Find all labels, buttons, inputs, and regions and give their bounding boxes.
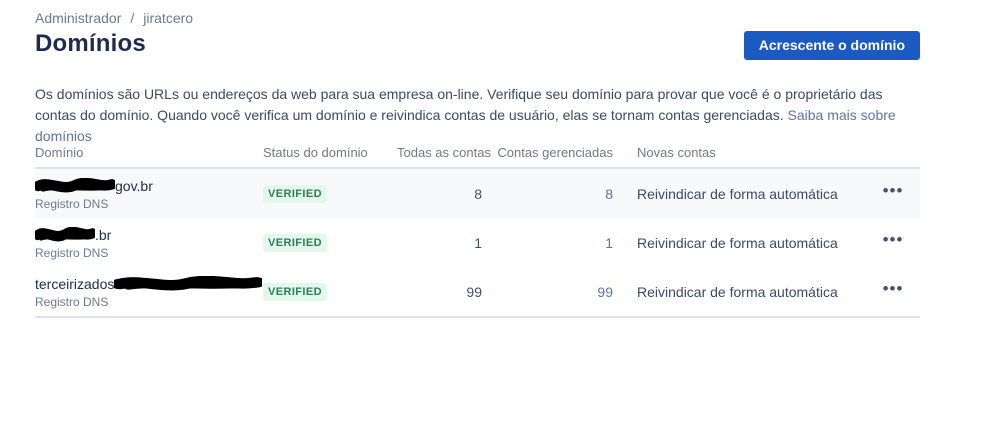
column-header-domain-status: Status do domínio [263,145,368,160]
all-accounts-count: 99 [466,283,482,300]
domain-name-text: terceirizados [35,275,115,292]
all-accounts-count: 8 [474,185,482,202]
managed-accounts-link[interactable]: 99 [597,283,613,300]
redaction-scribble [35,178,115,194]
domain-registration-type: Registro DNS [35,246,109,260]
new-accounts-policy: Reivindicar de forma automática [637,283,838,300]
status-badge: VERIFIED [263,234,327,252]
managed-accounts-cell [482,284,613,300]
domain-registration-type: Registro DNS [35,295,109,309]
managed-accounts-cell [482,186,613,202]
redaction-scribble [35,227,95,243]
domain-name-text: gov.br [115,177,153,194]
breadcrumb-item-administrator[interactable]: Administrador [35,10,122,26]
domain-name [35,177,263,194]
table-row [35,267,920,316]
table-header-row [35,145,920,169]
status-cell [263,282,397,301]
page-title: Domínios [35,30,146,57]
domain-name-text: .br [95,226,112,243]
managed-accounts-link[interactable]: 1 [605,234,613,251]
status-cell [263,184,397,203]
breadcrumb [35,10,193,26]
column-header-all-accounts: Todas as contas [397,145,491,160]
actions-cell [870,181,920,207]
more-actions-icon[interactable]: ••• [870,181,920,207]
all-accounts-count: 1 [474,234,482,251]
status-badge: VERIFIED [263,283,327,301]
status-cell [263,233,397,252]
domain-cell [35,177,263,210]
domain-name [35,226,263,243]
actions-cell [870,279,920,305]
new-accounts-policy: Reivindicar de forma automática [637,185,838,202]
column-header-domain: Domínio [35,145,84,160]
redaction-scribble [114,276,262,292]
managed-accounts-cell [482,235,613,251]
domain-name [35,275,263,292]
managed-accounts-link[interactable]: 8 [605,185,613,202]
domain-cell [35,275,263,308]
table-body [35,169,920,318]
more-actions-icon[interactable]: ••• [870,279,920,305]
table-row [35,218,920,267]
domain-registration-type: Registro DNS [35,197,109,211]
column-header-new-accounts: Novas contas [637,145,716,160]
column-header-managed-accounts: Contas gerenciadas [497,145,613,160]
breadcrumb-item-site[interactable]: jiratcero [143,10,194,26]
page-description [35,84,917,147]
status-badge: VERIFIED [263,185,327,203]
description-text: Os domínios são URLs ou endereços da web para sua empresa on-line. Verifique seu domínio para provar que você é o proprietário das contas do domínio. Quando você verifica um domínio e reivindica contas de usuário, elas se tornam contas gerenciadas. [35,86,883,123]
actions-cell [870,230,920,256]
breadcrumb-separator: / [130,10,135,26]
more-actions-icon[interactable]: ••• [870,230,920,256]
add-domain-button[interactable]: Acrescente o domínio [744,31,920,60]
table-row [35,169,920,218]
domain-cell [35,226,263,259]
domains-table [35,145,920,318]
learn-more-domains-link[interactable]: Saiba mais sobre domínios [35,107,896,144]
new-accounts-policy: Reivindicar de forma automática [637,234,838,251]
